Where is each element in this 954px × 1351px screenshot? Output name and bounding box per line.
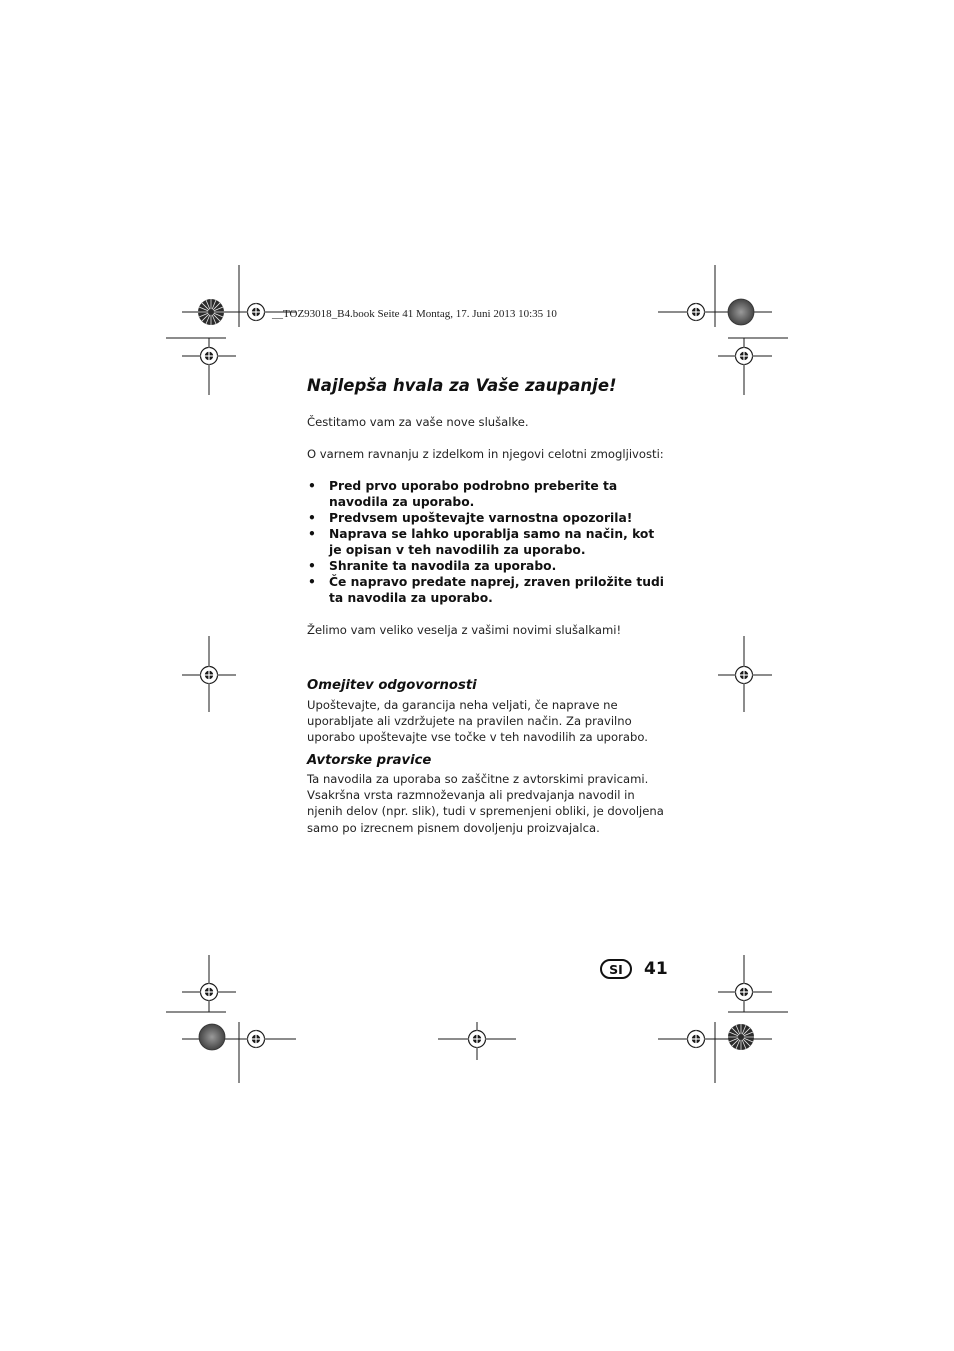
bullet-icon: • xyxy=(308,575,316,589)
list-item: • Naprava se lahko uporablja samo na način, kot je opisan v teh navodilih za uporabo. xyxy=(308,527,655,557)
liability-heading: Omejitev odgovornosti xyxy=(307,678,477,693)
list-item: • Pred prvo uporabo podrobno preberite ta navodila za uporabo. xyxy=(308,479,618,509)
language-badge: SI xyxy=(600,959,632,979)
bullet-icon: • xyxy=(308,559,316,573)
intro-paragraph-safety: O varnem ravnanju z izdelkom in njegovi celotni zmogljivosti: xyxy=(307,447,664,461)
liability-text: Upoštevajte, da garancija neha veljati, če naprave ne uporabljate ali vzdržujete na pravilen način. Za pravilno uporabo upoštevajte vse točke v teh navodilih za uporabo. xyxy=(307,698,648,745)
bullet-icon: • xyxy=(308,527,316,541)
list-item: • Shranite ta navodila za uporabo. xyxy=(308,559,557,573)
list-item: • Če napravo predate naprej, zraven priložite tudi ta navodila za uporabo. xyxy=(308,575,665,605)
bullet-icon: • xyxy=(308,511,316,525)
copyright-text: Ta navodila za uporaba so zaščitne z avtorskimi pravicami. Vsakršna vrsta razmnoževanja ali predvajanja navodil in njenih delov (npr. slik), tudi v spremenjeni obliki, je dovoljena samo po izrecnem pisnem dovoljenju proizvajalca. xyxy=(307,772,664,835)
page-title: Najlepša hvala za Vaše zaupanje! xyxy=(307,376,617,395)
copyright-heading: Avtorske pravice xyxy=(307,753,432,768)
print-file-info: __TOZ93018_B4.book Seite 41 Montag, 17. Juni 2013 10:35 10 xyxy=(272,308,557,320)
closing-paragraph: Želimo vam veliko veselja z vašimi novimi slušalkami! xyxy=(307,623,622,637)
list-item: • Predvsem upoštevajte varnostna opozorila! xyxy=(308,511,633,525)
intro-paragraph-congratulations: Čestitamo vam za vaše nove slušalke. xyxy=(307,415,529,429)
bullet-icon: • xyxy=(308,479,316,493)
page-number: 41 xyxy=(644,959,668,979)
